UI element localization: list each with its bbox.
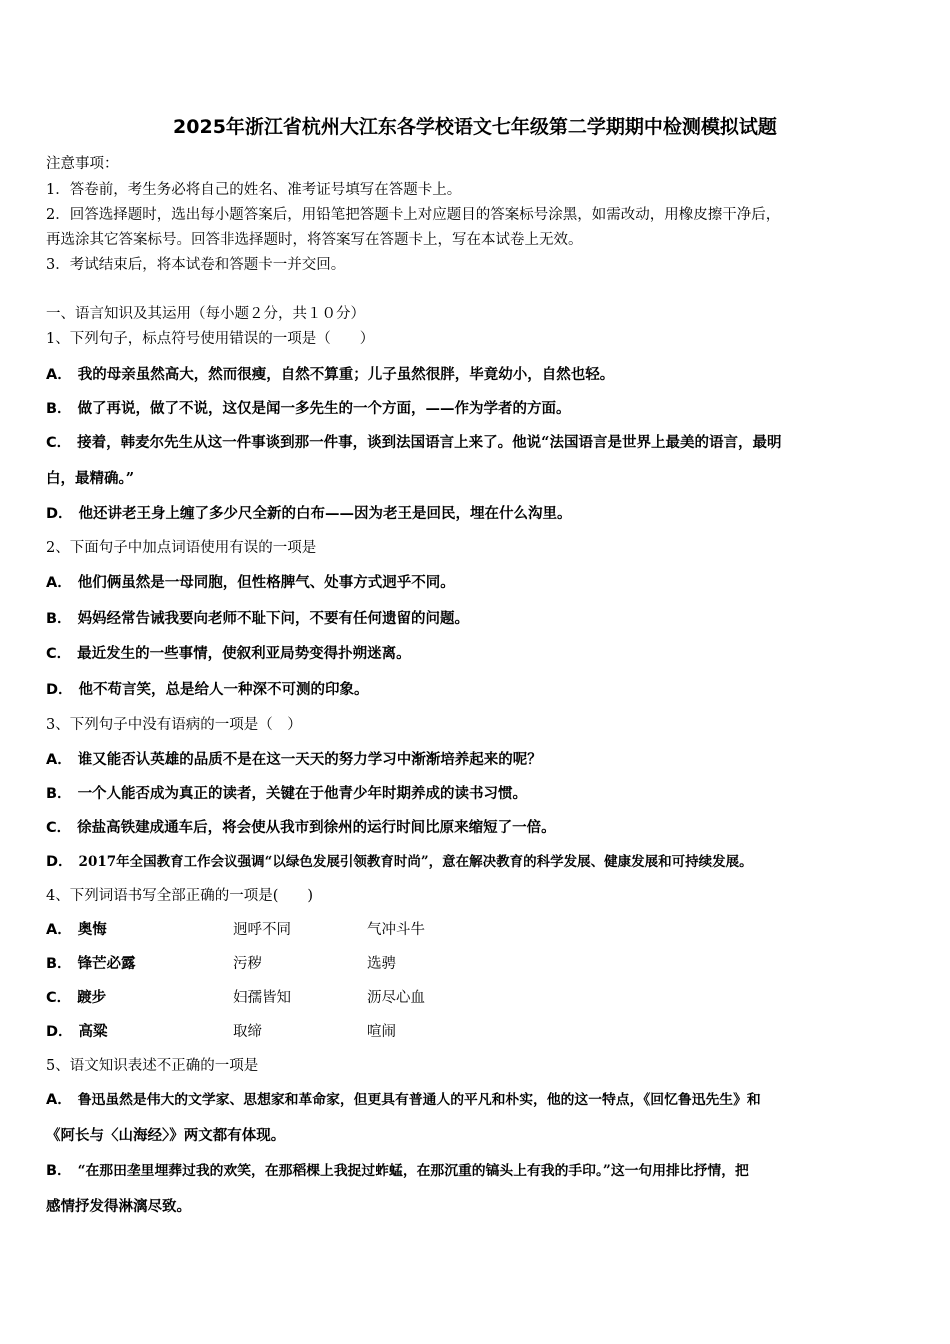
question-stem: 5、语文知识表述不正确的一项是 — [46, 1058, 259, 1074]
option-letter: D． — [46, 1024, 73, 1040]
page-title: 2025年浙江省杭州大江东各学校语文七年级第二学期期中检测模拟试题 — [173, 116, 777, 138]
option — [46, 748, 542, 769]
question-stem: 2、下面句子中加点词语使用有误的一项是 — [46, 540, 317, 556]
option-text: 妈妈经常告诫我要向老师不耻下问，不要有任何遗留的问题。 — [77, 610, 470, 627]
option-letter: D． — [46, 854, 73, 870]
option-text: 《阿长与〈山海经〉》两文都有体现。 — [46, 1127, 286, 1144]
option — [46, 850, 753, 871]
option — [46, 607, 469, 628]
option — [46, 397, 571, 418]
option-letter: B． — [46, 786, 72, 802]
option-letter: A． — [46, 367, 72, 383]
option-letter: C． — [46, 990, 72, 1006]
option-text: 他们俩虽然是一母同胞，但性格脾气、处事方式迥乎不同。 — [77, 574, 455, 591]
option-text: 锋芒必露 — [77, 955, 136, 972]
question-stem: 4、下列词语书写全部正确的一项是( ) — [46, 888, 314, 904]
notice-heading: 注意事项： — [46, 156, 119, 172]
option-letter: C． — [46, 820, 72, 836]
option-text: 白，最精确。” — [46, 470, 135, 487]
option — [46, 782, 527, 803]
option — [46, 678, 369, 699]
section-heading: 一、语言知识及其运用（每小题２分，共１０分） — [46, 306, 365, 322]
word-cell: 气冲斗牛 — [367, 922, 425, 938]
option-text: 踱步 — [77, 989, 107, 1006]
option-letter: B． — [46, 1163, 72, 1179]
option — [46, 816, 556, 837]
word-cell: 迥呼不同 — [233, 922, 291, 938]
word-cell: 喧闹 — [367, 1024, 396, 1040]
option — [46, 1159, 749, 1180]
question-stem: 3、下列句子中没有语病的一项是（ ） — [46, 717, 302, 733]
option-letter: C． — [46, 435, 72, 451]
option-text: 最近发生的一些事情，使叙利亚局势变得扑朔迷离。 — [77, 645, 411, 662]
option-text: 他不苟言笑，总是给人一种深不可测的印象。 — [78, 681, 369, 698]
word-cell: 妇孺皆知 — [233, 990, 291, 1006]
option-letter: B． — [46, 401, 72, 417]
word-cell: 污秽 — [233, 956, 262, 972]
option-continuation — [46, 467, 134, 488]
option-continuation — [46, 1195, 191, 1216]
option-text: “在那田垄里埋葬过我的欢笑，在那稻棵上我捉过蚱蜢，在那沉重的镐头上有我的手印。”这一句用排比抒情，把 — [77, 1163, 749, 1179]
word-row — [46, 986, 106, 1007]
option-text: 我的母亲虽然高大，然而很瘦，自然不算重；儿子虽然很胖，毕竟幼小，自然也轻。 — [77, 366, 615, 383]
question-stem: 1、下列句子，标点符号使用错误的一项是（ ） — [46, 331, 375, 347]
option-letter: A． — [46, 752, 72, 768]
notice-item: 2．回答选择题时，选出每小题答案后，用铅笔把答题卡上对应题目的答案标号涂黑，如需改动，用橡皮擦干净后， — [46, 207, 781, 223]
word-cell: 取缔 — [233, 1024, 262, 1040]
option-text: 接着，韩麦尔先生从这一件事谈到那一件事，谈到法国语言上来了。他说“法国语言是世界上最美的语言，最明 — [77, 434, 782, 451]
option — [46, 502, 572, 523]
option — [46, 431, 782, 452]
notice-item: 3．考试结束后，将本试卷和答题卡一并交回。 — [46, 257, 346, 273]
option-text: 奥悔 — [77, 921, 107, 938]
option-text: 一个人能否成为真正的读者，关键在于他青少年时期养成的读书习惯。 — [77, 785, 528, 802]
word-cell: 沥尽心血 — [367, 990, 425, 1006]
option-letter: A． — [46, 575, 72, 591]
option-text: 鲁迅虽然是伟大的文学家、思想家和革命家，但更具有普通人的平凡和朴实，他的这一特点，《回忆鲁迅先生》和 — [77, 1092, 761, 1108]
notice-item: 1．答卷前，考生务必将自己的姓名、准考证号填写在答题卡上。 — [46, 182, 462, 198]
option-text: 做了再说，做了不说，这仅是闻一多先生的一个方面，——作为学者的方面。 — [77, 400, 571, 417]
option-text: 2017年全国教育工作会议强调“以绿色发展引领教育时尚”，意在解决教育的科学发展、健康发展和可持续发展。 — [78, 854, 753, 870]
option-letter: C． — [46, 646, 72, 662]
option-text: 徐盐高铁建成通车后，将会使从我市到徐州的运行时间比原来缩短了一倍。 — [77, 819, 556, 836]
option-continuation — [46, 1124, 285, 1145]
option-letter: B． — [46, 611, 72, 627]
word-row — [46, 1020, 108, 1041]
option-text: 感情抒发得淋漓尽致。 — [46, 1198, 191, 1215]
option — [46, 363, 614, 384]
word-row — [46, 952, 136, 973]
option — [46, 1088, 761, 1109]
option-letter: A． — [46, 1092, 72, 1108]
word-row — [46, 918, 107, 939]
option-text: 他还讲老王身上缠了多少尺全新的白布——因为老王是回民，埋在什么沟里。 — [78, 505, 572, 522]
option-letter: D． — [46, 682, 73, 698]
option-text: 谁又能否认英雄的品质不是在这一天天的努力学习中渐渐培养起来的呢？ — [77, 751, 542, 768]
notice-item: 再选涂其它答案标号。回答非选择题时，将答案写在答题卡上，写在本试卷上无效。 — [46, 232, 583, 248]
option-letter: A． — [46, 922, 72, 938]
option — [46, 642, 411, 663]
option — [46, 571, 455, 592]
option-letter: D． — [46, 506, 73, 522]
word-cell: 选骋 — [367, 956, 396, 972]
option-letter: B． — [46, 956, 72, 972]
option-text: 高粱 — [78, 1023, 108, 1040]
